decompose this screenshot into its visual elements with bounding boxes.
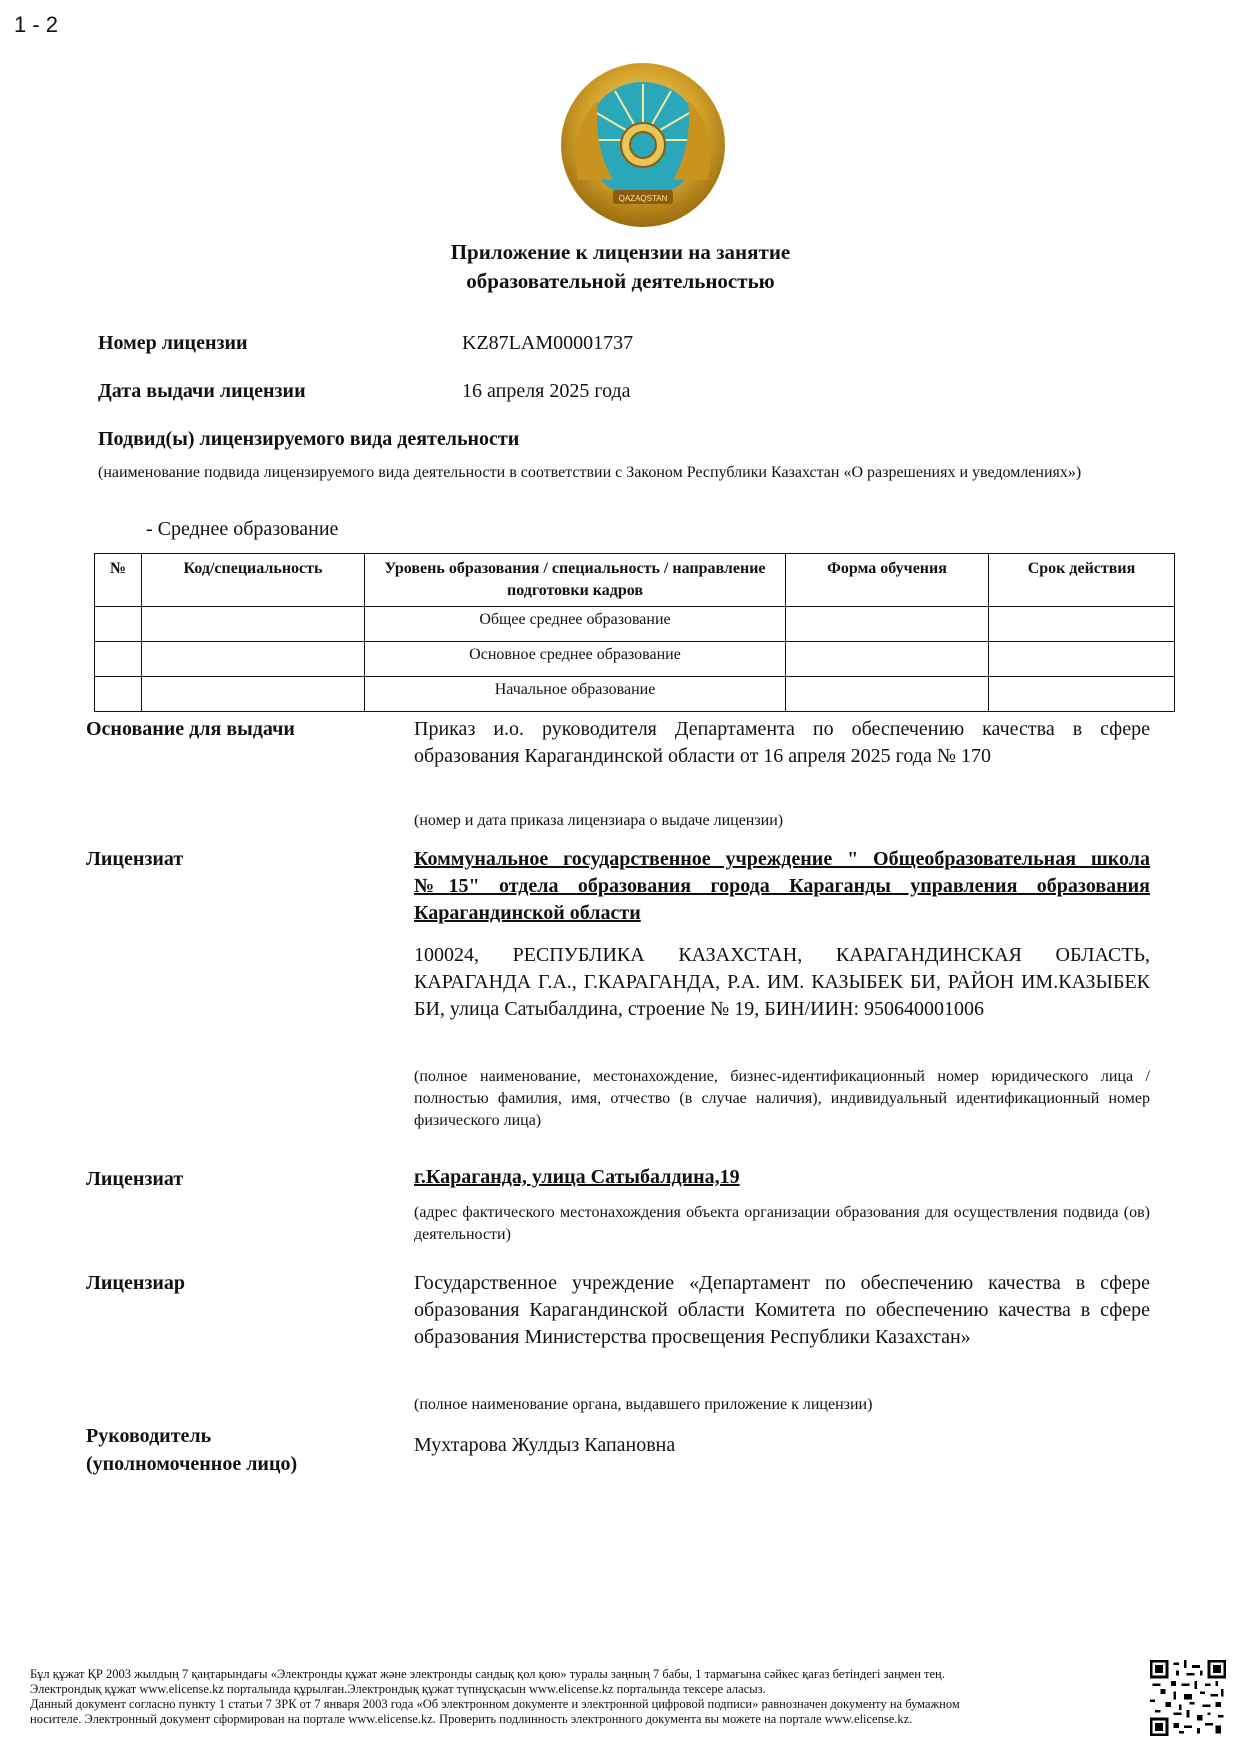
table-cell: Основное среднее образование: [365, 642, 786, 677]
subtype-item: - Среднее образование: [146, 518, 339, 540]
title-line-2: образовательной деятельностью: [466, 269, 775, 293]
kazakhstan-emblem-icon: [558, 60, 728, 230]
licensee-location-label: Лицензиат: [86, 1168, 184, 1190]
table-cell: [989, 677, 1175, 712]
table-header: Срок действия: [989, 554, 1175, 607]
table-cell: [95, 677, 142, 712]
table-header: №: [95, 554, 142, 607]
licensor-note: (полное наименование органа, выдавшего приложение к лицензии): [414, 1396, 873, 1413]
issue-date-label: Дата выдачи лицензии: [98, 380, 306, 402]
table-cell: [95, 607, 142, 642]
licensor-label: Лицензиар: [86, 1272, 186, 1294]
specialties-table: [94, 553, 1175, 712]
table-cell: [989, 642, 1175, 677]
footer-line-1: Бұл құжат ҚР 2003 жылдың 7 қаңтарындағы «Электронды құжат және электронды сандық қол қою» туралы заңның 7 бабы, 1 тармағына сәйкес қағаз бетіндегі заңмен тең.: [30, 1667, 945, 1681]
table-cell: [142, 642, 365, 677]
qr-code-icon: [1150, 1660, 1226, 1736]
table-cell: [142, 607, 365, 642]
table-header: Уровень образования / специальность / направление подготовки кадров: [365, 554, 786, 607]
licensee-address: 100024, РЕСПУБЛИКА КАЗАХСТАН, КАРАГАНДИНСКАЯ ОБЛАСТЬ, КАРАГАНДА Г.А., Г.КАРАГАНДА, Р.А. ИМ. КАЗЫБЕК БИ, РАЙОН ИМ.КАЗЫБЕК БИ, улица Сатыбалдина, строение № 19, БИН/ИИН: 950640001006: [414, 944, 1150, 1020]
table-header: Форма обучения: [786, 554, 989, 607]
title-line-1: Приложение к лицензии на занятие: [450, 240, 791, 264]
licensee-label: Лицензиат: [86, 848, 184, 870]
license-number-label: Номер лицензии: [98, 332, 248, 354]
emblem-text: QAZAQSTAN: [618, 194, 668, 203]
table-cell: Начальное образование: [365, 677, 786, 712]
document-title: [0, 238, 1241, 296]
licensee-note: (полное наименование, местонахождение, бизнес-идентификационный номер юридического лица / полностью фамилия, имя, отчество (в случае наличия), индивидуальный идентификационный номер физического лица): [414, 1068, 1150, 1129]
head-value: Мухтарова Жулдыз Капановна: [414, 1434, 676, 1456]
table-row: [95, 642, 1175, 677]
subtype-note: (наименование подвида лицензируемого вида деятельности в соответствии с Законом Республики Казахстан «О разрешениях и уведомлениях»): [98, 464, 1082, 481]
subtype-label: Подвид(ы) лицензируемого вида деятельности: [98, 428, 520, 450]
footer-line-2: Электрондық құжат www.elicense.kz порталында құрылған.Электрондық құжат түпнұсқасын www.elicense.kz порталында тексере аласыз.: [30, 1682, 766, 1696]
licensee-name: Коммунальное государственное учреждение " Общеобразовательная школа №15" отдела образования города Караганды управления образования Карагандинской области: [414, 848, 1150, 924]
page-number: 1 - 2: [14, 12, 59, 37]
licensee-location-value: г.Караганда, улица Сатыбалдина,19: [414, 1166, 740, 1188]
footer-line-4: носителе. Электронный документ сформирован на портале www.elicense.kz. Проверить подлинность электронного документа вы можете на портале www.elicense.kz.: [30, 1712, 913, 1726]
table-cell: [989, 607, 1175, 642]
table-cell: Общее среднее образование: [365, 607, 786, 642]
licensee-location-note: (адрес фактического местонахождения объекта организации образования для осуществления подвида (ов) деятельности): [414, 1204, 1150, 1243]
table-row: [95, 607, 1175, 642]
table-cell: [786, 642, 989, 677]
table-cell: [786, 607, 989, 642]
basis-value: Приказ и.о. руководителя Департамента по обеспечению качества в сфере образования Карагандинской области от 16 апреля 2025 года № 170: [414, 718, 1150, 767]
license-number-value: KZ87LAM00001737: [462, 332, 634, 354]
table-cell: [95, 642, 142, 677]
head-label: [86, 1422, 297, 1478]
table-row: [95, 677, 1175, 712]
basis-note: (номер и дата приказа лицензиара о выдаче лицензии): [414, 812, 784, 829]
footer-text: [30, 1667, 1140, 1727]
table-cell: [142, 677, 365, 712]
table-header: Код/специальность: [142, 554, 365, 607]
head-label-line-1: Руководитель: [86, 1425, 212, 1447]
basis-label: Основание для выдачи: [86, 718, 295, 740]
issue-date-value: 16 апреля 2025 года: [462, 380, 631, 402]
table-cell: [786, 677, 989, 712]
licensor-value: Государственное учреждение «Департамент по обеспечению качества в сфере образования Карагандинской области Комитета по обеспечению качества в сфере образования Министерства просвещения Республики Казахстан»: [414, 1272, 1150, 1348]
footer-line-3: Данный документ согласно пункту 1 статьи 7 ЗРК от 7 января 2003 года «Об электронном документе и электронной цифровой подписи» равнозначен документу на бумажном: [30, 1697, 960, 1711]
table-header-row: [95, 554, 1175, 607]
head-label-line-2: (уполномоченное лицо): [86, 1453, 298, 1475]
